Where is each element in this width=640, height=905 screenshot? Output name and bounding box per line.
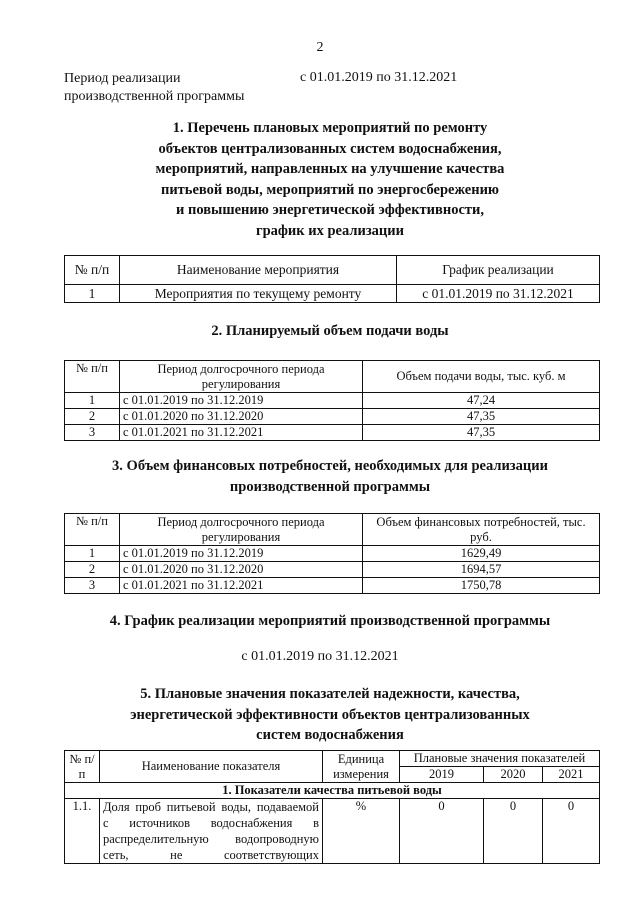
section5-title: 5. Плановые значения показателей надежности, качества, энергетической эффективности объектов централизованных систем водоснабжения: [130, 686, 530, 743]
section4-period: с 01.01.2019 по 31.12.2021: [241, 649, 399, 664]
header-unit: Единица измерения: [323, 751, 400, 783]
header-period: Период долгосрочного периода регулирования: [120, 361, 363, 393]
period-label-line2: производственной программы: [64, 89, 245, 104]
table-header-row: [65, 361, 600, 393]
period-value: с 01.01.2019 по 31.12.2021: [300, 70, 458, 85]
table-row: 1.1. Доля проб питьевой воды, подаваемой с источников водоснабжения в распределительную водопроводную сеть, не соответствующих % 0 0 0: [65, 799, 600, 864]
table-row: 1 с 01.01.2019 по 31.12.2019 1629,49: [65, 546, 600, 562]
header-year-2020: 2020: [484, 767, 543, 783]
header-schedule: График реализации: [397, 256, 600, 285]
period-label: [64, 70, 244, 106]
header-year-2019: 2019: [400, 767, 484, 783]
section1-table: [64, 255, 600, 303]
page-number: 2: [316, 40, 324, 55]
section1-title: 1. Перечень плановых мероприятий по ремонту объектов централизованных систем водоснабжения, мероприятий, направленных на улучшение качества питьевой воды, мероприятий по энергосбережению и повышению энергетической эффективности, график их реализации: [155, 120, 505, 239]
table-header-row: [65, 256, 600, 285]
header-period: Период долгосрочного периода регулирования: [120, 514, 363, 546]
header-indicator: Наименование показателя: [100, 751, 323, 783]
section2-table: [64, 360, 600, 441]
header-financial: Объем финансовых потребностей, тыс. руб.: [363, 514, 600, 546]
subsection-row: 1. Показатели качества питьевой воды: [65, 783, 600, 799]
table-row: 3 с 01.01.2021 по 31.12.2021 1750,78: [65, 578, 600, 594]
header-num: № п/п: [65, 751, 100, 783]
section4-title: 4. График реализации мероприятий производственной программы: [109, 613, 551, 629]
section3-title: 3. Объем финансовых потребностей, необходимых для реализации производственной программы: [112, 458, 548, 495]
period-label-line1: Период реализации: [64, 71, 181, 86]
table-row: 2 с 01.01.2020 по 31.12.2020 1694,57: [65, 562, 600, 578]
section2-title: 2. Планируемый объем подачи воды: [211, 323, 449, 339]
table-header-row: [65, 751, 600, 767]
header-num: № п/п: [65, 514, 120, 546]
indicator-name: Доля проб питьевой воды, подаваемой с источников водоснабжения в распределительную водопроводную сеть, не соответствующих: [100, 799, 323, 864]
header-activity: Наименование мероприятия: [120, 256, 397, 285]
table-row: 1 с 01.01.2019 по 31.12.2019 47,24: [65, 393, 600, 409]
header-num: № п/п: [65, 361, 120, 393]
header-planned: Плановые значения показателей: [400, 751, 600, 767]
table-row: 1 Мероприятия по текущему ремонту с 01.01.2019 по 31.12.2021: [65, 285, 600, 303]
table-header-row: [65, 514, 600, 546]
section3-table: [64, 513, 600, 594]
table-row: 3 с 01.01.2021 по 31.12.2021 47,35: [65, 425, 600, 441]
header-volume: Объем подачи воды, тыс. куб. м: [363, 361, 600, 393]
header-num: № п/п: [65, 256, 120, 285]
header-year-2021: 2021: [543, 767, 600, 783]
section5-table: [64, 750, 600, 864]
table-row: 2 с 01.01.2020 по 31.12.2020 47,35: [65, 409, 600, 425]
